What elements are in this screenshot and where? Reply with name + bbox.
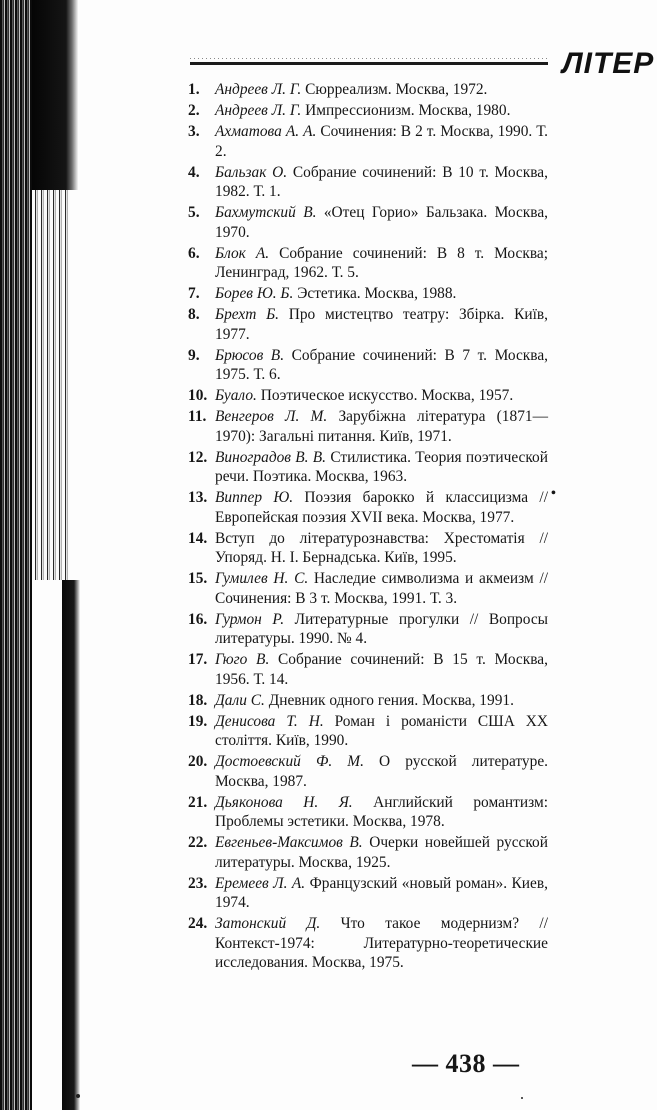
bibliography-entry bbox=[188, 407, 548, 446]
bibliography-entry bbox=[188, 305, 548, 344]
page-number: — 438 — bbox=[412, 1049, 520, 1078]
entry-number: 3. bbox=[188, 123, 200, 141]
entry-author: Затонский Д. bbox=[215, 915, 321, 933]
bibliography-entry bbox=[188, 386, 548, 405]
entry-text: Сочинения: В 2 т. Москва, 1990. Т. 2. bbox=[215, 123, 548, 160]
bibliography-entry bbox=[188, 122, 548, 161]
entry-text: Собрание сочинений: В 7 т. Москва, 1975. Т. 6. bbox=[215, 346, 548, 384]
entry-number: 13. bbox=[188, 489, 208, 507]
entry-text: Литературные прогулки // Вопросы литературы. 1990. № 4. bbox=[215, 610, 548, 648]
book-spine-shadow-middle bbox=[32, 190, 70, 580]
entry-number: 6. bbox=[188, 244, 200, 262]
entry-number: 16. bbox=[188, 610, 208, 628]
entry-text: Про мистецтво театру: Збірка. Київ, 1977. bbox=[215, 306, 548, 343]
entry-author: Буало. bbox=[215, 387, 257, 405]
entry-number: 1. bbox=[188, 81, 200, 98]
entry-text: Поэтическое искусство. Москва, 1957. bbox=[260, 387, 514, 405]
bibliography-entry bbox=[188, 284, 548, 303]
entry-author: Виппер Ю. bbox=[215, 489, 294, 507]
bibliography-entry bbox=[188, 569, 548, 608]
bibliography-entry bbox=[188, 244, 548, 283]
bibliography-entry bbox=[188, 610, 548, 649]
entry-author: Борев Ю. Б. bbox=[215, 285, 294, 303]
entry-text: Стилистика. Теория поэтической речи. Поэтика. Москва, 1963. bbox=[215, 448, 548, 486]
entry-author: Андреев Л. Г. bbox=[215, 102, 302, 120]
entry-author: Брюсов В. bbox=[215, 346, 285, 364]
entry-text: Зарубіжна література (1871—1970): Загальні питання. Київ, 1971. bbox=[215, 408, 548, 445]
margin-mark: • bbox=[551, 486, 556, 501]
bibliography-entry bbox=[188, 752, 548, 791]
bibliography-entry bbox=[188, 914, 548, 972]
bibliography-entry bbox=[188, 203, 548, 242]
entry-author: Дьяконова Н. Я. bbox=[215, 793, 353, 811]
entry-author: Венгеров Л. М. bbox=[215, 408, 328, 426]
entry-text: «Отец Горио» Бальзака. Москва, 1970. bbox=[215, 204, 548, 241]
bibliography-entry bbox=[188, 691, 548, 710]
entry-number: 24. bbox=[188, 915, 208, 933]
entry-author: Денисова Т. Н. bbox=[215, 712, 324, 730]
entry-number: 15. bbox=[188, 570, 208, 588]
book-spine-shadow-top bbox=[32, 0, 78, 190]
bibliography-entry bbox=[188, 163, 548, 202]
entry-number: 4. bbox=[188, 163, 200, 181]
bibliography-entry bbox=[188, 712, 548, 751]
entry-author: Гумилев Н. С. bbox=[215, 570, 309, 588]
entry-text: Английский романтизм: Проблемы эстетики. Москва, 1978. bbox=[215, 793, 548, 831]
entry-text: Эстетика. Москва, 1988. bbox=[297, 285, 457, 303]
entry-number: 8. bbox=[188, 306, 200, 324]
entry-number: 2. bbox=[188, 102, 200, 120]
entry-text: Дневник одного гения. Москва, 1991. bbox=[268, 691, 514, 709]
section-title: ЛІТЕР bbox=[562, 47, 655, 80]
entry-text: Очерки новейшей русской литературы. Москва, 1925. bbox=[215, 834, 548, 871]
entry-text: Роман і романісти США XX століття. Київ, 1990. bbox=[215, 712, 548, 750]
entry-number: 7. bbox=[188, 285, 200, 303]
entry-text: Импрессионизм. Москва, 1980. bbox=[305, 102, 511, 120]
entry-number: 12. bbox=[188, 448, 208, 466]
entry-author: Андреев Л. Г. bbox=[215, 81, 302, 98]
entry-number: 21. bbox=[188, 793, 208, 811]
bibliography-entry bbox=[188, 346, 548, 385]
entry-number: 10. bbox=[188, 387, 208, 405]
bibliography-entry bbox=[188, 650, 548, 689]
bibliography-entry bbox=[188, 448, 548, 487]
bibliography-entry bbox=[188, 793, 548, 832]
entry-author: Дали С. bbox=[215, 691, 265, 709]
book-spine-shadow bbox=[0, 0, 32, 1110]
entry-text: Поэзия барокко й классицизма // Европейская поэзия XVII века. Москва, 1977. bbox=[215, 489, 548, 526]
entry-author: Бальзак О. bbox=[215, 163, 288, 181]
entry-text: Вступ до літературознавства: Хрестоматія // Упоряд. Н. І. Бернадська. Київ, 1995. bbox=[215, 529, 548, 567]
entry-author: Ахматова А. А. bbox=[215, 123, 317, 141]
entry-number: 19. bbox=[188, 712, 208, 730]
bibliography-entry bbox=[188, 80, 548, 99]
entry-author: Брехт Б. bbox=[215, 306, 279, 324]
entry-text: Что такое модернизм? // Контекст-1974: Литературно-теоретические исследования. Москва, 1975. bbox=[215, 915, 548, 972]
entry-text: Французский «новый роман». Киев, 1974. bbox=[215, 874, 548, 912]
entry-number: 14. bbox=[188, 529, 208, 547]
entry-author: Гурмон Р. bbox=[215, 610, 285, 628]
bibliography-entry bbox=[188, 874, 548, 913]
entry-text: Сюрреализм. Москва, 1972. bbox=[305, 81, 488, 98]
entry-author: Блок А. bbox=[215, 244, 270, 262]
entry-text: О русской литературе. Москва, 1987. bbox=[215, 753, 548, 790]
entry-text: Наследие символизма и акмеизм // Сочинения: В 3 т. Москва, 1991. Т. 3. bbox=[215, 570, 548, 607]
entry-author: Гюго В. bbox=[215, 651, 270, 669]
entry-author: Евгеньев-Максимов В. bbox=[215, 834, 363, 852]
entry-author: Достоевский Ф. М. bbox=[215, 753, 364, 771]
bibliography-entry bbox=[188, 529, 548, 568]
entry-number: 9. bbox=[188, 346, 200, 364]
entry-author: Виноградов В. В. bbox=[215, 448, 327, 466]
header-dotted-rule bbox=[190, 58, 548, 59]
entry-number: 17. bbox=[188, 651, 208, 669]
header-rule bbox=[190, 62, 548, 65]
entry-number: 23. bbox=[188, 874, 208, 892]
bibliography-entry bbox=[188, 101, 548, 120]
bibliography-entry bbox=[188, 833, 548, 872]
entry-text: Собрание сочинений: В 10 т. Москва, 1982. Т. 1. bbox=[215, 163, 548, 201]
scan-speck bbox=[521, 1097, 523, 1099]
entry-number: 18. bbox=[188, 691, 208, 709]
entry-number: 11. bbox=[188, 408, 207, 426]
entry-number: 20. bbox=[188, 753, 208, 771]
entry-text: Собрание сочинений: В 15 т. Москва, 1956. Т. 14. bbox=[215, 651, 548, 688]
scan-speck bbox=[76, 1094, 80, 1098]
entry-number: 5. bbox=[188, 204, 200, 222]
book-spine-shadow-bottom bbox=[62, 580, 80, 1110]
bibliography-entry bbox=[188, 488, 548, 527]
bibliography-list bbox=[188, 80, 548, 974]
entry-author: Бахмутский В. bbox=[215, 204, 317, 222]
entry-author: Еремеев Л. А. bbox=[215, 874, 306, 892]
entry-number: 22. bbox=[188, 834, 208, 852]
entry-text: Собрание сочинений: В 8 т. Москва; Ленинград, 1962. Т. 5. bbox=[215, 244, 548, 282]
